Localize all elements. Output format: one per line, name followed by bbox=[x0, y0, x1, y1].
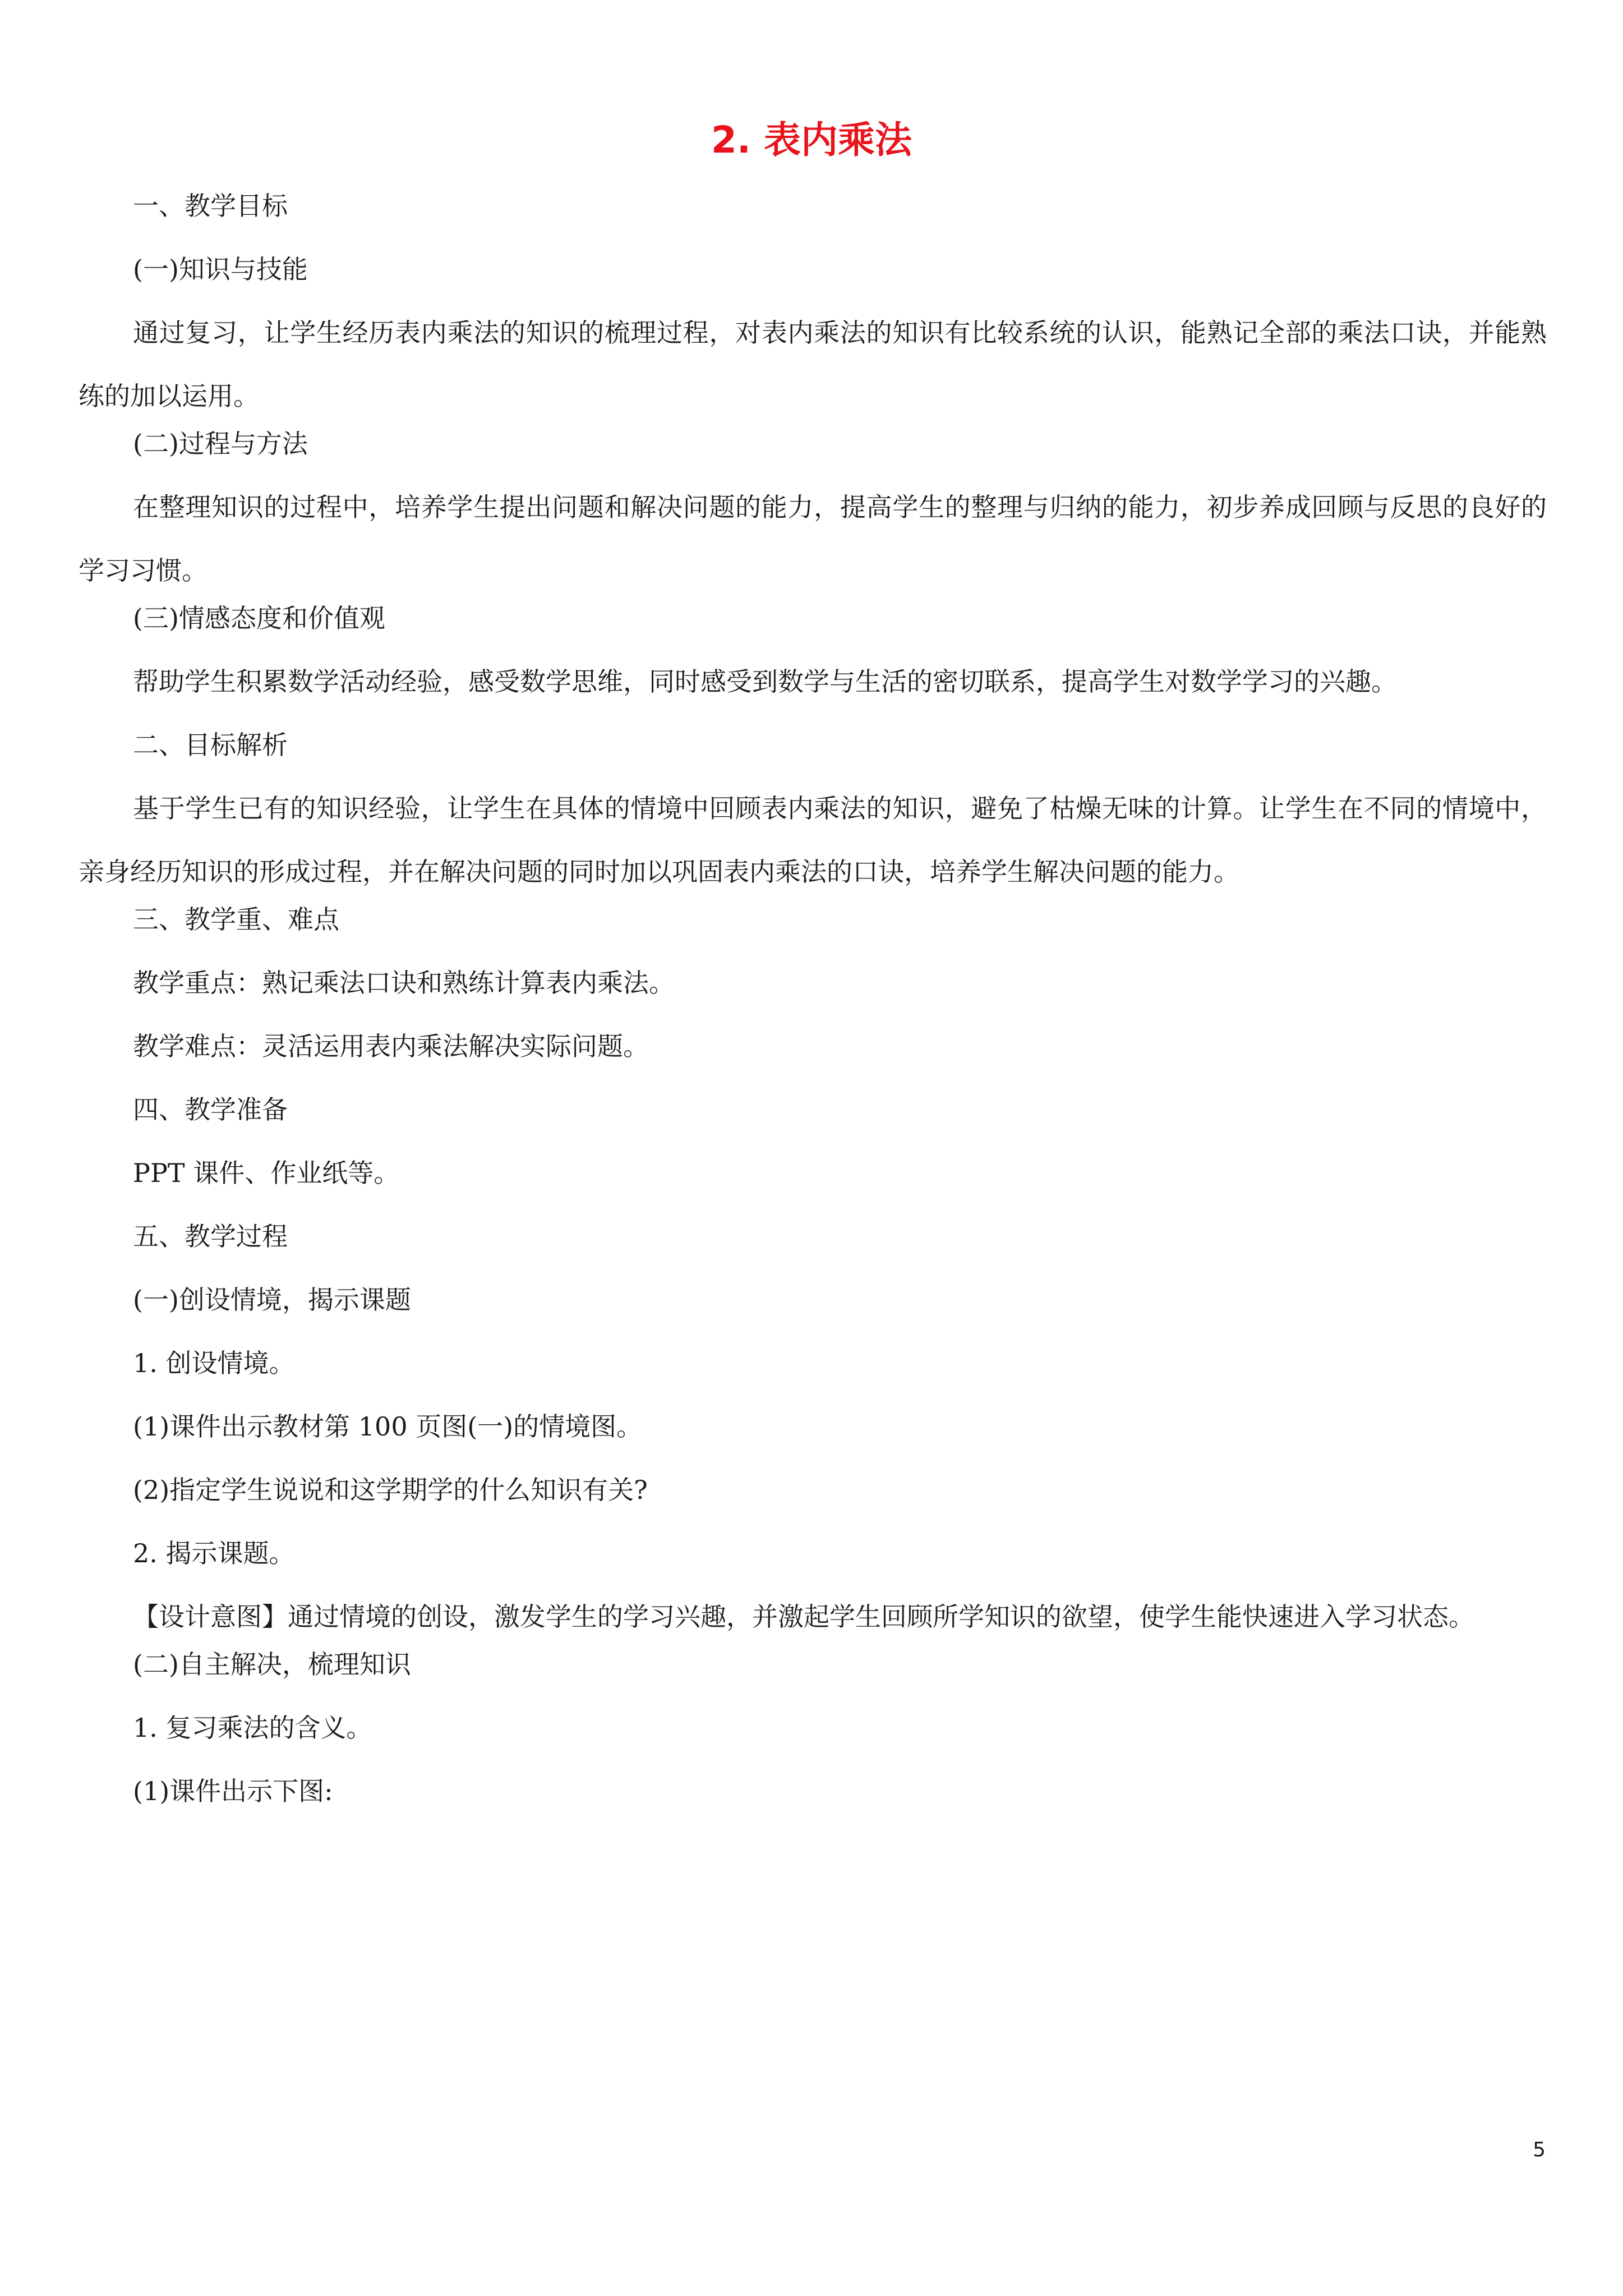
paragraph: 【设计意图】通过情境的创设，激发学生的学习兴趣，并激起学生回顾所学知识的欲望，使学生能快速进入学习状态。 bbox=[133, 1602, 1474, 1632]
paragraph: (1)课件出示教材第 100 页图(一)的情境图。 bbox=[133, 1411, 643, 1442]
paragraph: 1. 复习乘法的含义。 bbox=[133, 1713, 372, 1743]
paragraph: 1. 创设情境。 bbox=[133, 1348, 295, 1378]
paragraph: (三)情感态度和价值观 bbox=[133, 603, 385, 633]
paragraph: (2)指定学生说说和这学期学的什么知识有关? bbox=[133, 1475, 648, 1505]
paragraph: (一)创设情境，揭示课题 bbox=[133, 1285, 411, 1315]
paragraph: PPT 课件、作业纸等。 bbox=[133, 1158, 400, 1188]
paragraph: 五、教学过程 bbox=[133, 1221, 288, 1251]
paragraph: 基于学生已有的知识经验，让学生在具体的情境中回顾表内乘法的知识，避免了枯燥无味的计算。让学生在不同的情境中，亲身经历知识的形成过程，并在解决问题的同时加以巩固表内乘法的口诀，培养学生解决问题的能力。 bbox=[79, 793, 1547, 887]
paragraph: 在整理知识的过程中，培养学生提出问题和解决问题的能力，提高学生的整理与归纳的能力，初步养成回顾与反思的良好的学习习惯。 bbox=[79, 492, 1547, 586]
paragraph: (二)过程与方法 bbox=[133, 429, 308, 459]
paragraph: (二)自主解决，梳理知识 bbox=[133, 1649, 411, 1680]
document-title: 2. 表内乘法 bbox=[711, 118, 912, 162]
paragraph: 教学重点：熟记乘法口诀和熟练计算表内乘法。 bbox=[133, 968, 675, 998]
paragraph: 通过复习，让学生经历表内乘法的知识的梳理过程，对表内乘法的知识有比较系统的认识，能熟记全部的乘法口诀，并能熟练的加以运用。 bbox=[79, 318, 1547, 411]
paragraph: 一、教学目标 bbox=[133, 191, 288, 221]
paragraph: 2. 揭示课题。 bbox=[133, 1538, 295, 1568]
paragraph: 帮助学生积累数学活动经验，感受数学思维，同时感受到数学与生活的密切联系，提高学生对数学学习的兴趣。 bbox=[133, 666, 1397, 697]
document-body bbox=[79, 191, 1547, 1839]
paragraph: 二、目标解析 bbox=[133, 730, 288, 760]
paragraph: (一)知识与技能 bbox=[133, 254, 308, 284]
paragraph: (1)课件出示下图: bbox=[133, 1776, 333, 1806]
paragraph: 四、教学准备 bbox=[133, 1094, 288, 1125]
paragraph: 三、教学重、难点 bbox=[133, 904, 339, 935]
page-number: 5 bbox=[1533, 2138, 1546, 2161]
paragraph: 教学难点：灵活运用表内乘法解决实际问题。 bbox=[133, 1031, 649, 1061]
